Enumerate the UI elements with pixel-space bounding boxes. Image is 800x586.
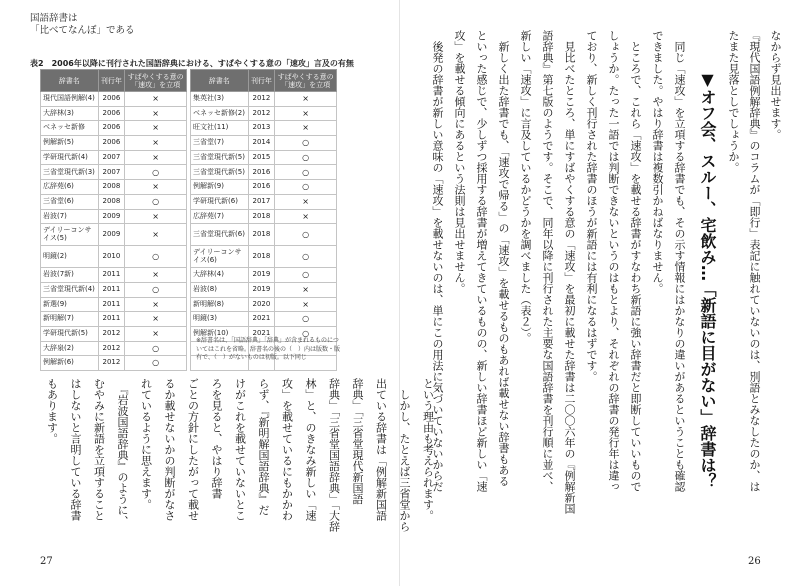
table-note: ※辞書名は、「国語辞典」「辞典」が含まれるものについてはこれを省略。辞書名の後の（ ）内は版数・版有で、（ ）がないものは初版。以下同じ [196,337,341,361]
text-line: はしないと言明している辞書 [69,378,82,521]
header-mark: すばやくする意の「速攻」を立項 [125,70,187,92]
table-cell-name: 岩波(7) [41,209,99,224]
table-cell-mark: × [275,209,337,224]
table-cell-mark: × [275,194,337,209]
table-cell-year: 2012 [98,341,125,356]
table-cell-year: 2013 [248,121,275,136]
table-cell-name: 広辞苑(6) [41,180,99,195]
text-line: といった感じで、少しずつ採用する辞書が増えてきているものの、新しい辞書ほど新しい「速 [475,30,488,492]
table-cell-name: 明鏡(3) [191,312,249,327]
text-line: 『現代国語例解辞典』のコラムが「即行」表記に触れていないのは、別語とみなしたのか、は [748,30,761,492]
table-cell-mark: × [125,268,187,283]
table-body [41,92,337,371]
running-head-line2: 「比べてなんぼ」である [30,25,135,36]
text-line: むやみに新語を立項すること [92,378,106,521]
header-year: 刊行年 [98,70,125,92]
table-cell-year: 2006 [98,106,125,121]
table-row [41,106,337,121]
table-cell-year: 2006 [98,92,125,107]
text-line: 語辞典』第七版のようです。そこで、同年以降に刊行された主要な国語辞書を刊行順に並べ、 [541,30,554,492]
text-line: らず、『新明解国語辞典』だ [257,378,270,516]
table-cell-mark: ○ [125,246,187,268]
table-cell-name: 大辞林(4) [191,268,249,283]
table-cell-name: 三省堂現代新(6) [191,224,249,246]
section-heading: ▼オフ会、スルー、宅飲み…「新語に目がない」辞書は？ [698,70,717,489]
table-cell-year: 2012 [98,326,125,341]
table-cell-year: 2017 [248,194,275,209]
table-cell-mark: ○ [125,356,187,371]
left-page-body [40,378,440,560]
text-line: 辞典」「三省堂現代新国語 [351,378,364,505]
text-line: 新しく出た辞書でも、「速攻で帰る」の「速攻」を載せるものもあれば載せない辞書もある [497,30,510,487]
table-cell-year: 2012 [248,106,275,121]
text-line: 同じ「速攻」を立項する辞書でも、その示す情報にはかなりの違いがあるということも確認 [673,30,686,492]
table-cell-name: 広辞苑(7) [191,209,249,224]
table-cell-mark: ○ [125,282,187,297]
table-cell-name: 明鏡(2) [41,246,99,268]
text-line: もあります。 [45,378,59,444]
table-row [41,194,337,209]
right-page-body [420,30,690,560]
table-cell-mark: × [275,106,337,121]
table-cell-mark: × [275,282,337,297]
text-line: なからず見出せます。 [769,30,782,140]
table-cell-year: 2011 [98,268,125,283]
table-row [41,121,337,136]
table-cell-mark: ○ [275,180,337,195]
table-cell-mark: × [125,92,187,107]
table-cell-mark: × [125,180,187,195]
table-row [41,224,337,246]
table-cell-name: 学研現代新(4) [41,150,99,165]
table-cell-mark: ○ [275,312,337,327]
text-line: 新しい「速攻」に言及しているかどうかを調べました（表２）。 [519,30,532,344]
table-cell-year: 2006 [98,121,125,136]
table-cell-mark: ○ [275,246,337,268]
table-header-row [41,70,337,92]
table-cell-year: 2021 [248,326,275,341]
table-cell-name: 例解新(6) [41,356,99,371]
text-line: たまた見落としでしょうか。 [727,30,740,173]
table-cell-mark: × [125,106,187,121]
text-line: しょうか。たった一語では判断できないというのはもとより、それぞれの辞書の発行年は違っ [607,30,620,492]
table-cell-year: 2019 [248,268,275,283]
table-cell-mark: ○ [275,136,337,151]
table-cell-year: 2018 [248,209,275,224]
text-line: 林」と、のきなみ新しい「速 [304,378,317,521]
text-line: という理由も考えられます。 [421,378,435,521]
table-cell-year: 2011 [98,282,125,297]
text-line: ており、新しく刊行された辞書のほうが新語には有利になるはずです。 [585,30,598,382]
table-cell-mark: × [125,326,187,341]
table-row [41,180,337,195]
table-cell-name: ベネッセ新修 [41,121,99,136]
table-row [41,92,337,107]
running-head [30,13,135,37]
text-line: 出ている辞書は「例解新国語 [374,378,388,521]
table-cell-mark: ○ [275,268,337,283]
text-line: 攻」を載せているにもかかわ [280,378,294,521]
text-line: しかし、たとえば三省堂から [398,378,411,532]
table-row [41,209,337,224]
table-cell-mark: × [275,92,337,107]
table-cell-year: 2009 [98,224,125,246]
table-cell-name: 新明解(7) [41,312,99,327]
table-cell-year: 2011 [98,297,125,312]
table-cell-mark: ○ [125,165,187,180]
table-cell-name: 学研現代新(6) [191,194,249,209]
table-cell-year: 2007 [98,165,125,180]
table-row [41,246,337,268]
table-cell-name: 三省堂現代新(4) [41,282,99,297]
dictionary-table [40,69,337,371]
table-cell-mark: × [125,297,187,312]
table-cell-name: 新選(9) [41,297,99,312]
running-head-line1: 国語辞書は [30,13,78,24]
table-cell-year: 2015 [248,150,275,165]
table-cell-year: 2018 [248,246,275,268]
text-line: 後発の辞書が新しい意味の「速攻」を載せないのは、単にこの用法に気づいていないからだ [431,30,444,492]
table-cell-year: 2016 [248,180,275,195]
table-row [41,282,337,297]
text-line: 辞典」「三省堂国語辞典」「大辞 [327,378,341,532]
header-name: 辞書名 [191,70,249,92]
page-number-right: 26 [748,556,761,567]
table-row [41,312,337,327]
table-row [41,136,337,151]
text-line: ろを見ると、やはり辞書 [210,378,223,499]
text-line: ごとの方針にしたがって載せ [186,378,200,521]
table-cell-name: 例解新(10) [191,326,249,341]
table-cell-name: 現代国語例解(4) [41,92,99,107]
table-cell-name: 三省堂現代新(5) [191,165,249,180]
table-row [41,150,337,165]
table-cell-mark: × [275,121,337,136]
table-cell-name: 集英社(3) [191,92,249,107]
table-cell-year: 2008 [98,180,125,195]
table-cell-mark: × [125,224,187,246]
table-cell-name: ベネッセ新修(2) [191,106,249,121]
header-mark: すばやくする意の「速攻」を立項 [275,70,337,92]
table-caption: 表2 2006年以降に刊行された国語辞典における、すばやくする意の「速攻」言及の有無 [30,59,354,68]
table-cell-year: 2008 [98,194,125,209]
table-cell-name: 三省堂現代新(3) [41,165,99,180]
table-cell-mark: × [125,136,187,151]
table-row [41,297,337,312]
table-cell-name: 三省堂現代新(5) [191,150,249,165]
table-cell-name: 新明解(8) [191,297,249,312]
table-cell-name: 大辞泉(2) [41,341,99,356]
header-year: 刊行年 [248,70,275,92]
table-cell-mark: ○ [125,194,187,209]
page-number-left: 27 [40,556,53,567]
header-name: 辞書名 [41,70,99,92]
table-cell-name: 三省堂(7) [191,136,249,151]
table-cell-mark: × [125,121,187,136]
table-cell-name: 学研現代新(5) [41,326,99,341]
text-line: できました。やはり辞書は複数引かねばなりません。 [651,30,664,294]
text-line: れているように思えます。 [139,378,153,510]
table-cell-year: 2007 [98,150,125,165]
table-cell-mark: ○ [125,341,187,356]
table-cell-mark: × [125,209,187,224]
table-cell-name: 大辞林(3) [41,106,99,121]
table-cell-year: 2021 [248,312,275,327]
table-cell-year: 2010 [98,246,125,268]
table-cell-mark: × [125,312,187,327]
text-line: 攻」を載せる傾向にあるという法則は見出せません。 [453,30,466,294]
table-cell-mark: ○ [275,326,337,341]
table-row [41,268,337,283]
table-cell-year: 2018 [248,224,275,246]
table-cell-name: 旺文社(11) [191,121,249,136]
table-cell-year: 2011 [98,312,125,327]
text-line: るか載せないかの判断がなさ [163,378,176,521]
table-cell-year: 2014 [248,136,275,151]
table-cell-year: 2006 [98,136,125,151]
table-cell-mark: ○ [275,224,337,246]
right-page-intro [724,30,786,492]
table-cell-year: 2009 [98,209,125,224]
table-cell-year: 2012 [248,92,275,107]
table-cell-name: 例解新(9) [191,180,249,195]
table-row [41,165,337,180]
text-line: けがこれを載せていないとこ [233,378,247,521]
table-cell-mark: ○ [275,150,337,165]
table-cell-mark: ○ [275,165,337,180]
text-line: 『岩波国語辞典』のように、 [116,378,129,527]
table-cell-mark: × [125,150,187,165]
table-cell-year: 2020 [248,297,275,312]
table-cell-name: 岩波(7新) [41,268,99,283]
table-cell-name: 三省堂(6) [41,194,99,209]
table-cell-mark: × [275,297,337,312]
table-cell-name: 例解新(5) [41,136,99,151]
table-cell-name: デイリーコンサイス(5) [41,224,99,246]
table-cell-name: 岩波(8) [191,282,249,297]
table-cell-year: 2016 [248,165,275,180]
text-line: ところで、これら「速攻」を載せる辞書がすなわち新語に強い辞書だと即断していいもので [629,30,642,492]
table-cell-year: 2019 [248,282,275,297]
text-line: 見比べたところ、単にすばやくする意の「速攻」を最初に載せた辞書は二〇〇六年の『例解新国 [563,30,576,514]
table-cell-name: デイリーコンサイス(6) [191,246,249,268]
table-cell-year: 2012 [98,356,125,371]
